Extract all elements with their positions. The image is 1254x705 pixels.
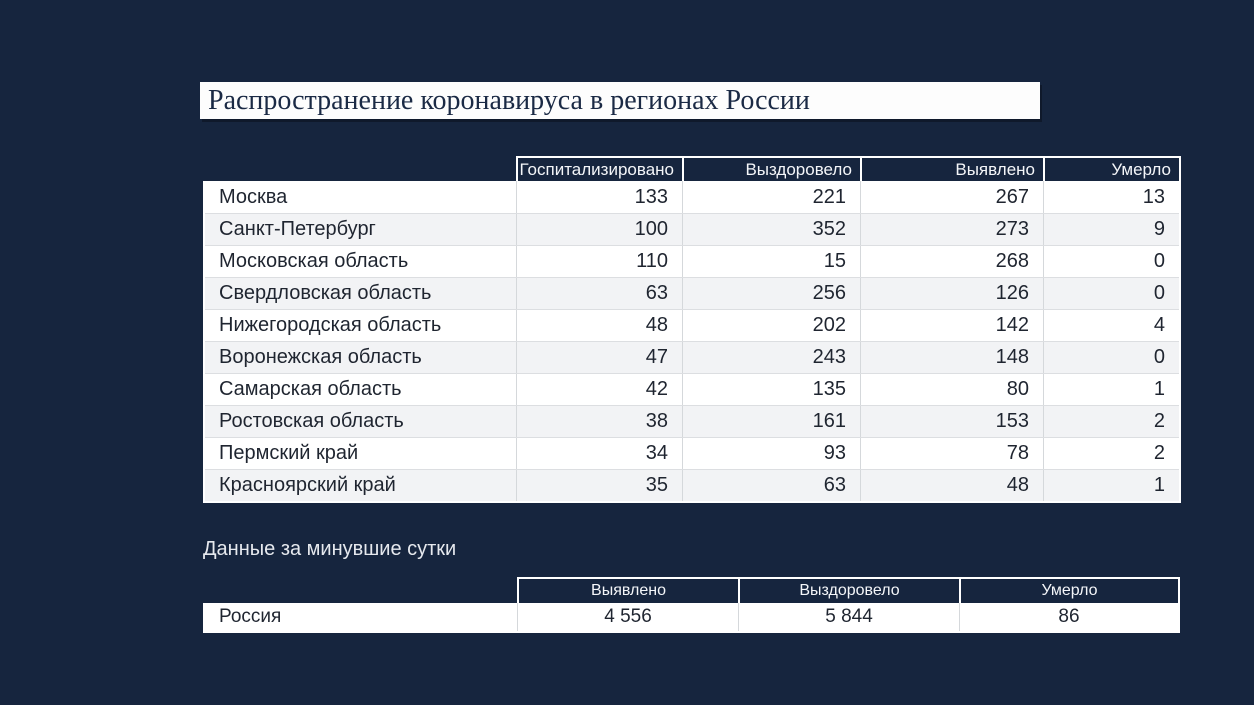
table-row	[205, 437, 1179, 469]
page-title: Распространение коронавируса в регионах России	[200, 82, 1040, 119]
value-cell: 13	[1043, 181, 1179, 213]
value-cell: 110	[516, 246, 682, 277]
region-name-cell: Москва	[219, 185, 288, 208]
value-cell: 48	[860, 470, 1043, 501]
value-cell: 256	[682, 278, 860, 309]
value-cell: 38	[516, 406, 682, 437]
value-cell: 9	[1043, 214, 1179, 245]
region-name-cell: Ростовская область	[219, 410, 404, 432]
value-cell: 0	[1043, 342, 1179, 373]
table-row	[205, 603, 1178, 631]
region-name-cell: Санкт-Петербург	[219, 218, 376, 240]
value-cell: 0	[1043, 278, 1179, 309]
value-cell: 221	[682, 181, 860, 213]
value-cell: 63	[682, 470, 860, 501]
daily-table	[203, 577, 1180, 633]
value-cell: 133	[516, 181, 682, 213]
value-cell: 153	[860, 406, 1043, 437]
region-name-cell: Россия	[219, 606, 282, 627]
region-name-cell: Красноярский край	[219, 474, 396, 496]
table-row	[205, 469, 1179, 501]
value-cell: 15	[682, 246, 860, 277]
value-cell: 161	[682, 406, 860, 437]
value-cell: 86	[959, 603, 1178, 631]
value-cell: 4 556	[517, 603, 738, 631]
value-cell: 100	[516, 214, 682, 245]
regions-table-header	[516, 156, 1181, 181]
region-name-cell: Свердловская область	[219, 282, 432, 304]
value-cell: 42	[516, 374, 682, 405]
value-cell: 352	[682, 214, 860, 245]
column-header-detected: Выявлено	[517, 579, 738, 603]
value-cell: 202	[682, 310, 860, 341]
column-header-recovered: Выздоровело	[738, 579, 959, 603]
value-cell: 47	[516, 342, 682, 373]
table-row	[205, 341, 1179, 373]
region-name-cell: Московская область	[219, 250, 409, 272]
column-header-recovered: Выздоровело	[682, 158, 860, 181]
value-cell: 0	[1043, 246, 1179, 277]
column-header-hospitalized: Госпитализировано	[516, 158, 682, 181]
daily-table-body	[203, 603, 1180, 633]
value-cell: 1	[1043, 470, 1179, 501]
region-name-cell: Пермский край	[219, 442, 359, 464]
value-cell: 80	[860, 374, 1043, 405]
daily-table-header	[517, 577, 1180, 603]
value-cell: 273	[860, 214, 1043, 245]
value-cell: 268	[860, 246, 1043, 277]
value-cell: 267	[860, 181, 1043, 213]
table-row	[205, 181, 1179, 213]
column-header-died: Умерло	[1043, 158, 1181, 181]
value-cell: 1	[1043, 374, 1179, 405]
value-cell: 126	[860, 278, 1043, 309]
region-name-cell: Нижегородская область	[219, 314, 442, 336]
table-row	[205, 309, 1179, 341]
regions-table-body	[203, 181, 1181, 503]
value-cell: 93	[682, 438, 860, 469]
value-cell: 135	[682, 374, 860, 405]
value-cell: 4	[1043, 310, 1179, 341]
regions-table	[203, 156, 1181, 503]
value-cell: 63	[516, 278, 682, 309]
value-cell: 48	[516, 310, 682, 341]
value-cell: 34	[516, 438, 682, 469]
daily-data-label: Данные за минувшие сутки	[203, 538, 457, 560]
value-cell: 142	[860, 310, 1043, 341]
table-row	[205, 213, 1179, 245]
value-cell: 148	[860, 342, 1043, 373]
table-row	[205, 277, 1179, 309]
value-cell: 78	[860, 438, 1043, 469]
column-header-detected: Выявлено	[860, 158, 1043, 181]
table-row	[205, 245, 1179, 277]
value-cell: 35	[516, 470, 682, 501]
value-cell: 243	[682, 342, 860, 373]
table-row	[205, 373, 1179, 405]
value-cell: 2	[1043, 438, 1179, 469]
column-header-died: Умерло	[959, 579, 1180, 603]
value-cell: 5 844	[738, 603, 959, 631]
value-cell: 2	[1043, 406, 1179, 437]
table-row	[205, 405, 1179, 437]
region-name-cell: Воронежская область	[219, 346, 422, 368]
region-name-cell: Самарская область	[219, 378, 402, 400]
